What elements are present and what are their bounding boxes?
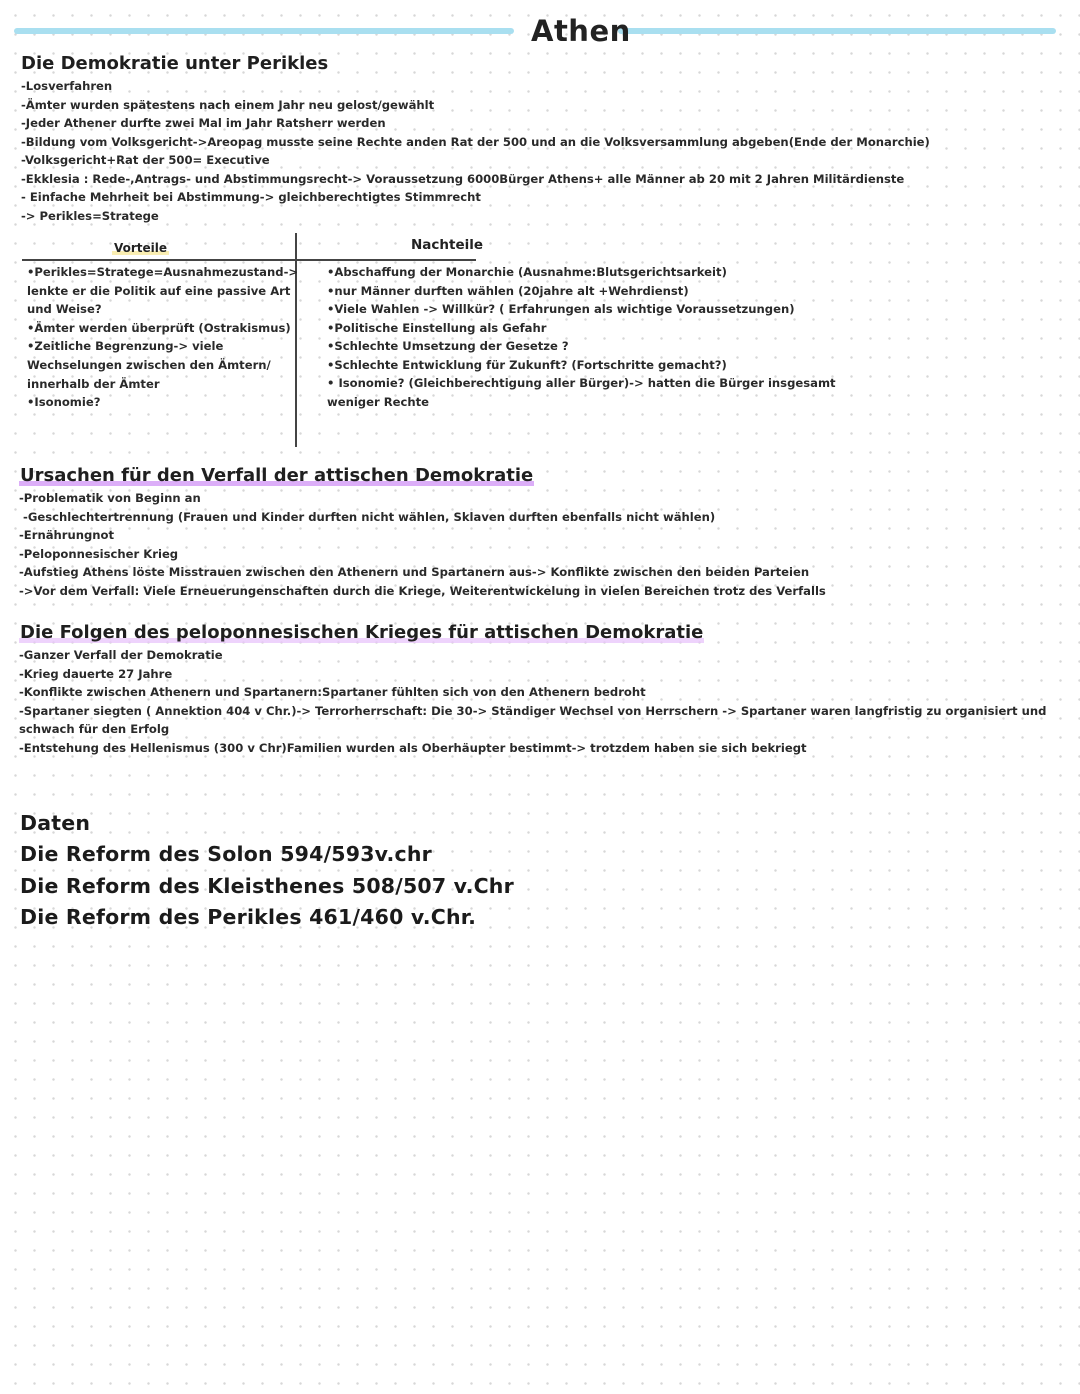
section-heading-perikles: Die Demokratie unter Perikles [21, 53, 329, 74]
con-item: •Schlechte Entwicklung für Zukunft? (Fortschritte gemacht?) [327, 357, 727, 372]
list-item: ->Vor dem Verfall: Viele Erneuerungenschaften durch die Kriege, Weiterentwickelung in vielen Bereichen trotz des Verfalls [19, 583, 826, 598]
list-item: -Bildung vom Volksgericht->Areopag musste seine Rechte anden Rat der 500 und an die Volksversammlung abgeben(Ende der Monarchie) [21, 134, 930, 149]
date-item: Die Reform des Perikles 461/460 v.Chr. [20, 904, 477, 929]
con-item: •Politische Einstellung als Gefahr [327, 320, 547, 335]
list-item: -Aufstieg Athens löste Misstrauen zwischen den Athenern und Spartanern aus-> Konflikte zwischen den beiden Parteien [19, 565, 810, 579]
verfall-points [19, 489, 826, 600]
con-list [327, 263, 836, 411]
dates-heading: Daten [20, 811, 91, 835]
list-item: -Losverfahren [21, 79, 113, 93]
con-item: •Schlechte Umsetzung der Gesetze ? [327, 339, 569, 353]
list-item: -Ämter wurden spätestens nach einem Jahr neu gelost/gewählt [21, 97, 435, 112]
list-item: -Geschlechtertrennung (Frauen und Kinder durften nicht wählen, Sklaven durften ebenfalls nicht wählen) [19, 509, 716, 524]
con-item: •Viele Wahlen -> Willkür? ( Erfahrungen als wichtige Voraussetzungen) [327, 302, 795, 316]
list-item: -Ernährungnot [19, 528, 115, 542]
pro-list [27, 263, 298, 412]
pro-item: •Zeitliche Begrenzung-> viele [27, 339, 224, 354]
list-item: -Konflikte zwischen Athenern und Spartanern:Spartaner fühlten sich von den Athenern bedroht [19, 685, 646, 699]
title-bar-right [618, 28, 1056, 34]
perikles-points [21, 77, 930, 225]
dates-section [20, 808, 514, 933]
folgen-points [19, 646, 1046, 757]
table-divider-horizontal [22, 259, 476, 261]
section-heading-verfall: Ursachen für den Verfall der attischen Demokratie [20, 465, 534, 486]
list-item: -Krieg dauerte 27 Jahre [19, 666, 173, 681]
pro-item: •Perikles=Stratege=Ausnahmezustand-> [27, 265, 299, 279]
list-item: -Jeder Athener durfte zwei Mal im Jahr Ratsherr werden [21, 116, 386, 130]
list-item: -Problematik von Beginn an [19, 491, 201, 505]
pro-item: Wechselungen zwischen den Ämtern/ [27, 357, 271, 372]
list-item: -Entstehung des Hellenismus (300 v Chr)Familien wurden als Oberhäupter bestimmt-> trotzdem haben sie sich bekriegt [19, 740, 807, 755]
list-item: -Ganzer Verfall der Demokratie [19, 648, 223, 662]
list-item: - Einfache Mehrheit bei Abstimmung-> gleichberechtigtes Stimmrecht [21, 190, 481, 204]
date-item: Die Reform des Solon 594/593v.chr [20, 842, 432, 867]
con-item: •Abschaffung der Monarchie (Ausnahme:Blutsgerichtsarkeit) [327, 265, 727, 279]
table-header-con: Nachteile [411, 237, 484, 253]
page-title: Athen [531, 14, 631, 48]
title-bar-left [14, 28, 514, 34]
list-item: schwach für den Erfolg [19, 722, 170, 736]
list-item: -Peloponnesischer Krieg [19, 546, 179, 561]
pro-item: •Isonomie? [27, 395, 101, 410]
con-item: •nur Männer durften wählen (20jahre alt +Wehrdienst) [327, 283, 689, 298]
list-item: -> Perikles=Stratege [21, 208, 159, 223]
con-item: weniger Rechte [327, 394, 430, 409]
date-item: Die Reform des Kleisthenes 508/507 v.Chr [20, 873, 514, 898]
pro-item: lenkte er die Politik auf eine passive Art [27, 283, 291, 298]
list-item: -Volksgericht+Rat der 500= Executive [21, 153, 270, 167]
pro-item: innerhalb der Ämter [27, 376, 160, 391]
list-item: -Spartaner siegten ( Annektion 404 v Chr.)-> Terrorherrschaft: Die 30-> Ständiger Wechsel von Herrschern -> Spartaner waren langfristig zu organisiert und [19, 703, 1047, 718]
con-item: • Isonomie? (Gleichberechtigung aller Bürger)-> hatten die Bürger insgesamt [327, 376, 836, 390]
section-heading-folgen: Die Folgen des peloponnesischen Krieges für attischen Demokratie [20, 622, 704, 643]
pro-item: und Weise? [27, 302, 102, 317]
list-item: -Ekklesia : Rede-,Antrags- und Abstimmungsrecht-> Voraussetzung 6000Bürger Athens+ alle Männer ab 20 mit 2 Jahren Militärdienste [21, 171, 905, 186]
table-header-pro: Vorteile [114, 241, 168, 255]
pro-item: •Ämter werden überprüft (Ostrakismus) [27, 320, 291, 335]
